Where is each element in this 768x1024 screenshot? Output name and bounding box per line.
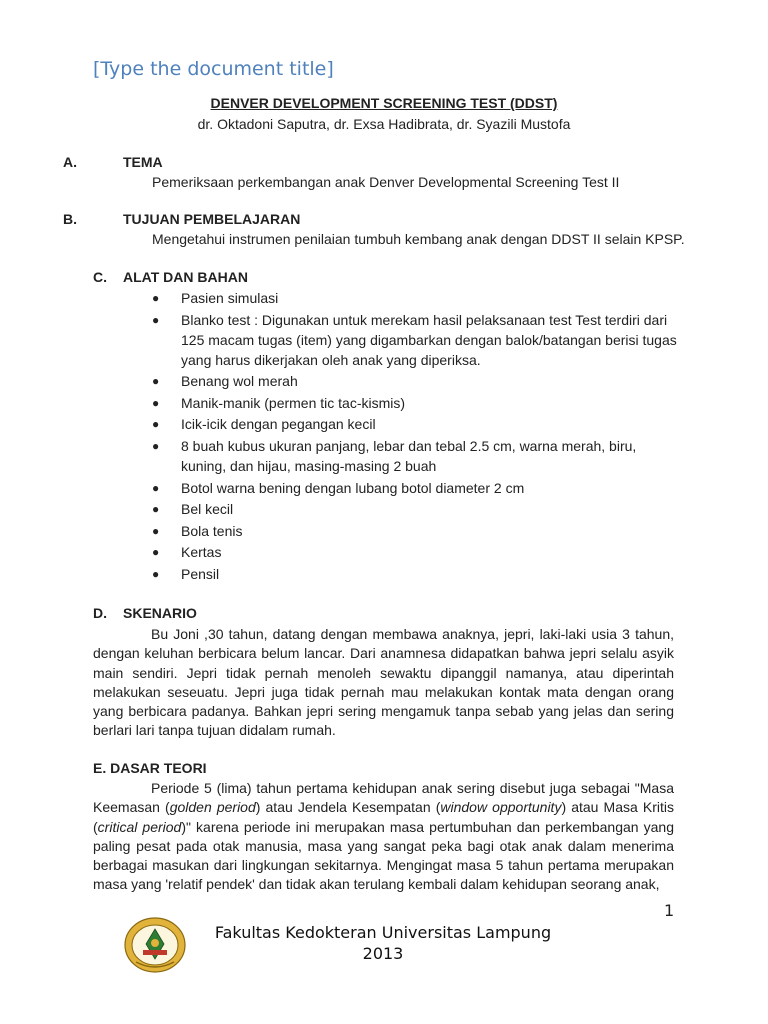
bullet-icon: ● [152,438,160,453]
section-c-heading: ALAT DAN BAHAN [123,269,248,285]
bullet-icon: ● [152,480,160,495]
list-item: ● Manik-manik (permen tic tac-kismis) [152,394,406,411]
bullet-icon: ● [152,545,160,560]
section-b-text: Mengetahui instrumen penilaian tumbuh kembang anak dengan DDST II selain KPSP. [152,231,685,247]
list-item: ● Pensil [152,565,220,582]
page-number: 1 [664,901,675,920]
list-item: ● Benang wol merah [152,373,298,390]
materials-list [150,288,680,586]
bullet-icon: ● [152,417,160,432]
bullet-icon: ● [152,502,160,517]
scenario-paragraph: Bu Joni ,30 tahun, datang dengan membawa anaknya, jepri, laki-laki usia 3 tahun, dengan keluhan berbicara belum lancar. Dari anamnesa didapatkan bahwa jepri selalu asyik main sendiri. Jepri tidak pernah menoleh sewaktu dipanggil namanya, atau diperintah melakukan seseuatu. Jepri juga tidak pernah mau melakukan kontak mata dengan orang yang berbicara padanya. Bahkan jepri sering mengamuk tanpa sebab yang jelas dan sering berlari lari tanpa tujuan didalam rumah. [93,626,674,739]
bullet-icon: ● [152,566,160,581]
section-a-text: Pemeriksaan perkembangan anak Denver Developmental Screening Test II [152,174,620,190]
theory-paragraph: Periode 5 (lima) tahun pertama kehidupan anak sering disebut juga sebagai "Masa Keemasan (golden period) atau Jendela Kesempatan (window opportunity) atau Masa Kritis (critical period)" karena periode ini merupakan masa pertumbuhan dan perkembangan yang paling pesat pada otak manusia, masa yang sangat peka bagi otak anak dalam menerima berbagai masukan dari lingkungan sekitarnya. Mengingat masa 5 tahun pertama merupakan masa yang 'relatif pendek' dan tidak akan terulang kembali dalam kehidupan seorang anak, [93,780,675,893]
main-title: DENVER DEVELOPMENT SCREENING TEST (DDST) [210,95,558,111]
section-c-label: C. [93,269,107,285]
list-item: ● 8 buah kubus ukuran panjang, lebar dan tebal 2.5 cm, warna merah, biru, kuning, dan hijau, masing-masing 2 buah [152,437,637,474]
footer-line-1: Fakultas Kedokteran Universitas Lampung [214,923,552,942]
document-title-placeholder[interactable]: [Type the document title] [93,58,334,80]
footer-line-2: 2013 [362,944,404,963]
section-b-heading: TUJUAN PEMBELAJARAN [123,211,301,227]
section-d-label: D. [93,605,107,621]
bullet-icon: ● [152,523,160,538]
list-item: ● Blanko test : Digunakan untuk merekam hasil pelaksanaan test Test terdiri dari 125 macam tugas (item) yang digambarkan dengan balok/batangan berisi tugas yang harus dikerjakan oleh anak yang diperiksa. [152,311,677,368]
bullet-icon: ● [152,374,160,389]
bullet-icon: ● [152,312,160,327]
list-item: ● Pasien simulasi [152,290,279,306]
list-item: ● Bola tenis [152,522,243,539]
authors-line: dr. Oktadoni Saputra, dr. Exsa Hadibrata, dr. Syazili Mustofa [197,116,571,132]
list-item: ● Icik-icik dengan pegangan kecil [152,416,376,433]
section-a-label: A. [63,154,77,170]
footer-institution [183,922,583,964]
section-a-heading: TEMA [123,154,163,170]
list-item: ● Kertas [152,544,222,561]
section-b-label: B. [63,211,77,227]
bullet-icon: ● [152,291,160,305]
bullet-icon: ● [152,395,160,410]
section-e-heading: E. DASAR TEORI [93,760,207,776]
section-d-heading: SKENARIO [123,605,197,621]
university-seal-icon [124,914,186,976]
list-item: ● Bel kecil [152,501,234,518]
list-item: ● Botol warna bening dengan lubang botol diameter 2 cm [152,479,525,496]
